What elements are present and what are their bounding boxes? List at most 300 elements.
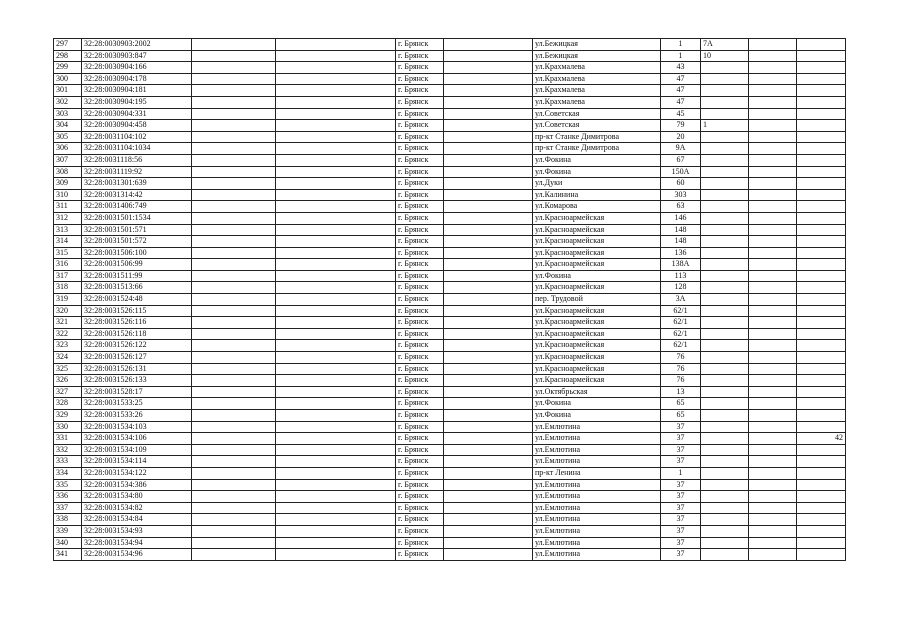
empty-cell <box>192 189 276 201</box>
empty-cell <box>276 305 396 317</box>
house-number-cell: 136 <box>661 247 701 259</box>
row-number-cell: 322 <box>54 328 82 340</box>
building-cell <box>701 62 749 74</box>
apartment-cell <box>797 166 846 178</box>
empty-cell <box>444 549 533 561</box>
street-cell: ул.Емлютина <box>533 433 661 445</box>
cadastral-number-cell: 32:28:0031534:96 <box>82 549 192 561</box>
empty-cell <box>444 178 533 190</box>
table-row <box>54 525 846 537</box>
empty-cell <box>192 340 276 352</box>
cadastral-number-cell: 32:28:0031533:25 <box>82 398 192 410</box>
cadastral-number-cell: 32:28:0031533:26 <box>82 410 192 422</box>
empty-cell <box>749 73 797 85</box>
street-cell: ул.Фокина <box>533 398 661 410</box>
house-number-cell: 65 <box>661 398 701 410</box>
street-cell: ул.Емлютина <box>533 456 661 468</box>
empty-cell <box>444 85 533 97</box>
empty-cell <box>192 375 276 387</box>
building-cell <box>701 502 749 514</box>
street-cell: ул.Октябрьская <box>533 386 661 398</box>
empty-cell <box>444 352 533 364</box>
table-row <box>54 50 846 62</box>
table-row <box>54 514 846 526</box>
empty-cell <box>444 236 533 248</box>
apartment-cell <box>797 352 846 364</box>
row-number-cell: 331 <box>54 433 82 445</box>
table-row <box>54 491 846 503</box>
building-cell: 7А <box>701 39 749 51</box>
apartment-cell <box>797 398 846 410</box>
empty-cell <box>444 120 533 132</box>
cadastral-number-cell: 32:28:0031501:572 <box>82 236 192 248</box>
cadastral-number-cell: 32:28:0031526:133 <box>82 375 192 387</box>
empty-cell <box>276 166 396 178</box>
city-cell: г. Брянск <box>396 96 444 108</box>
city-cell: г. Брянск <box>396 224 444 236</box>
empty-cell <box>192 166 276 178</box>
row-number-cell: 309 <box>54 178 82 190</box>
empty-cell <box>276 375 396 387</box>
house-number-cell: 148 <box>661 236 701 248</box>
empty-cell <box>276 502 396 514</box>
house-number-cell: 148 <box>661 224 701 236</box>
empty-cell <box>192 120 276 132</box>
city-cell: г. Брянск <box>396 352 444 364</box>
empty-cell <box>749 85 797 97</box>
building-cell <box>701 340 749 352</box>
house-number-cell: 37 <box>661 502 701 514</box>
empty-cell <box>276 525 396 537</box>
empty-cell <box>444 143 533 155</box>
empty-cell <box>192 398 276 410</box>
table-row <box>54 317 846 329</box>
cadastral-number-cell: 32:28:0030904:331 <box>82 108 192 120</box>
apartment-cell <box>797 444 846 456</box>
building-cell <box>701 259 749 271</box>
table-row <box>54 224 846 236</box>
empty-cell <box>192 282 276 294</box>
empty-cell <box>192 514 276 526</box>
empty-cell <box>749 154 797 166</box>
street-cell: ул.Дуки <box>533 178 661 190</box>
street-cell: ул.Фокина <box>533 166 661 178</box>
table-row <box>54 108 846 120</box>
house-number-cell: 47 <box>661 85 701 97</box>
house-number-cell: 37 <box>661 514 701 526</box>
apartment-cell <box>797 270 846 282</box>
empty-cell <box>444 270 533 282</box>
city-cell: г. Брянск <box>396 525 444 537</box>
street-cell: пр-кт Станке Димитрова <box>533 143 661 155</box>
street-cell: ул.Красноармейская <box>533 317 661 329</box>
empty-cell <box>192 212 276 224</box>
building-cell <box>701 201 749 213</box>
empty-cell <box>444 340 533 352</box>
building-cell <box>701 154 749 166</box>
building-cell <box>701 317 749 329</box>
empty-cell <box>444 410 533 422</box>
row-number-cell: 298 <box>54 50 82 62</box>
apartment-cell <box>797 201 846 213</box>
building-cell <box>701 328 749 340</box>
building-cell <box>701 421 749 433</box>
empty-cell <box>444 73 533 85</box>
row-number-cell: 340 <box>54 537 82 549</box>
building-cell: 10 <box>701 50 749 62</box>
empty-cell <box>749 352 797 364</box>
empty-cell <box>192 386 276 398</box>
empty-cell <box>444 50 533 62</box>
table-row <box>54 305 846 317</box>
city-cell: г. Брянск <box>396 456 444 468</box>
apartment-cell <box>797 456 846 468</box>
empty-cell <box>444 166 533 178</box>
row-number-cell: 339 <box>54 525 82 537</box>
apartment-cell <box>797 120 846 132</box>
empty-cell <box>749 305 797 317</box>
house-number-cell: 303 <box>661 189 701 201</box>
city-cell: г. Брянск <box>396 108 444 120</box>
empty-cell <box>749 479 797 491</box>
street-cell: ул.Емлютина <box>533 537 661 549</box>
house-number-cell: 60 <box>661 178 701 190</box>
empty-cell <box>276 85 396 97</box>
row-number-cell: 325 <box>54 363 82 375</box>
empty-cell <box>749 525 797 537</box>
empty-cell <box>192 201 276 213</box>
table-row <box>54 96 846 108</box>
house-number-cell: 62/1 <box>661 305 701 317</box>
row-number-cell: 336 <box>54 491 82 503</box>
table-row <box>54 120 846 132</box>
cadastral-number-cell: 32:28:0031314:42 <box>82 189 192 201</box>
table-row <box>54 410 846 422</box>
table-row <box>54 363 846 375</box>
empty-cell <box>192 352 276 364</box>
empty-cell <box>192 73 276 85</box>
row-number-cell: 329 <box>54 410 82 422</box>
row-number-cell: 319 <box>54 294 82 306</box>
empty-cell <box>276 96 396 108</box>
city-cell: г. Брянск <box>396 236 444 248</box>
empty-cell <box>276 537 396 549</box>
cadastral-number-cell: 32:28:0030903:847 <box>82 50 192 62</box>
building-cell <box>701 294 749 306</box>
empty-cell <box>276 143 396 155</box>
apartment-cell <box>797 537 846 549</box>
empty-cell <box>276 421 396 433</box>
street-cell: ул.Емлютина <box>533 421 661 433</box>
street-cell: ул.Бежицкая <box>533 39 661 51</box>
house-number-cell: 13 <box>661 386 701 398</box>
apartment-cell <box>797 212 846 224</box>
cadastral-number-cell: 32:28:0030904:178 <box>82 73 192 85</box>
table-row <box>54 236 846 248</box>
empty-cell <box>192 444 276 456</box>
city-cell: г. Брянск <box>396 247 444 259</box>
building-cell: 1 <box>701 120 749 132</box>
street-cell: ул.Красноармейская <box>533 224 661 236</box>
empty-cell <box>749 224 797 236</box>
empty-cell <box>276 108 396 120</box>
empty-cell <box>749 282 797 294</box>
row-number-cell: 324 <box>54 352 82 364</box>
empty-cell <box>276 236 396 248</box>
house-number-cell: 37 <box>661 537 701 549</box>
cadastral-number-cell: 32:28:0031526:122 <box>82 340 192 352</box>
table-row <box>54 62 846 74</box>
house-number-cell: 37 <box>661 549 701 561</box>
building-cell <box>701 398 749 410</box>
city-cell: г. Брянск <box>396 514 444 526</box>
building-cell <box>701 236 749 248</box>
empty-cell <box>192 317 276 329</box>
row-number-cell: 311 <box>54 201 82 213</box>
building-cell <box>701 166 749 178</box>
apartment-cell <box>797 525 846 537</box>
cadastral-number-cell: 32:28:0030904:166 <box>82 62 192 74</box>
street-cell: ул.Емлютина <box>533 444 661 456</box>
cadastral-number-cell: 32:28:0031104:1034 <box>82 143 192 155</box>
apartment-cell <box>797 50 846 62</box>
empty-cell <box>276 444 396 456</box>
cadastral-number-cell: 32:28:0031526:116 <box>82 317 192 329</box>
street-cell: ул.Крахмалева <box>533 62 661 74</box>
row-number-cell: 326 <box>54 375 82 387</box>
row-number-cell: 301 <box>54 85 82 97</box>
table-row <box>54 386 846 398</box>
cadastral-number-cell: 32:28:0031534:114 <box>82 456 192 468</box>
row-number-cell: 330 <box>54 421 82 433</box>
row-number-cell: 333 <box>54 456 82 468</box>
city-cell: г. Брянск <box>396 143 444 155</box>
house-number-cell: 62/1 <box>661 317 701 329</box>
cadastral-number-cell: 32:28:0031104:102 <box>82 131 192 143</box>
empty-cell <box>444 282 533 294</box>
row-number-cell: 320 <box>54 305 82 317</box>
street-cell: ул.Красноармейская <box>533 340 661 352</box>
empty-cell <box>192 537 276 549</box>
empty-cell <box>276 247 396 259</box>
empty-cell <box>749 201 797 213</box>
empty-cell <box>192 502 276 514</box>
empty-cell <box>444 108 533 120</box>
building-cell <box>701 456 749 468</box>
cadastral-number-cell: 32:28:0031501:571 <box>82 224 192 236</box>
empty-cell <box>192 131 276 143</box>
house-number-cell: 37 <box>661 444 701 456</box>
empty-cell <box>444 421 533 433</box>
city-cell: г. Брянск <box>396 363 444 375</box>
apartment-cell <box>797 236 846 248</box>
empty-cell <box>276 189 396 201</box>
row-number-cell: 334 <box>54 467 82 479</box>
empty-cell <box>192 259 276 271</box>
empty-cell <box>749 340 797 352</box>
city-cell: г. Брянск <box>396 421 444 433</box>
row-number-cell: 316 <box>54 259 82 271</box>
empty-cell <box>192 433 276 445</box>
house-number-cell: 76 <box>661 352 701 364</box>
house-number-cell: 138А <box>661 259 701 271</box>
empty-cell <box>444 456 533 468</box>
empty-cell <box>276 212 396 224</box>
apartment-cell <box>797 131 846 143</box>
cadastral-number-cell: 32:28:0031501:1534 <box>82 212 192 224</box>
cadastral-number-cell: 32:28:0031524:48 <box>82 294 192 306</box>
apartment-cell <box>797 502 846 514</box>
empty-cell <box>444 537 533 549</box>
street-cell: ул.Крахмалева <box>533 85 661 97</box>
empty-cell <box>749 259 797 271</box>
empty-cell <box>192 305 276 317</box>
empty-cell <box>276 491 396 503</box>
register-body <box>54 39 846 561</box>
cadastral-number-cell: 32:28:0031534:94 <box>82 537 192 549</box>
cadastral-number-cell: 32:28:0030904:195 <box>82 96 192 108</box>
building-cell <box>701 444 749 456</box>
city-cell: г. Брянск <box>396 398 444 410</box>
table-row <box>54 433 846 445</box>
row-number-cell: 300 <box>54 73 82 85</box>
apartment-cell <box>797 410 846 422</box>
row-number-cell: 304 <box>54 120 82 132</box>
empty-cell <box>192 224 276 236</box>
house-number-cell: 63 <box>661 201 701 213</box>
table-row <box>54 502 846 514</box>
table-row <box>54 201 846 213</box>
city-cell: г. Брянск <box>396 62 444 74</box>
empty-cell <box>276 154 396 166</box>
empty-cell <box>749 328 797 340</box>
street-cell: ул.Советская <box>533 120 661 132</box>
building-cell <box>701 514 749 526</box>
city-cell: г. Брянск <box>396 305 444 317</box>
row-number-cell: 313 <box>54 224 82 236</box>
empty-cell <box>749 514 797 526</box>
empty-cell <box>749 131 797 143</box>
empty-cell <box>192 108 276 120</box>
empty-cell <box>276 178 396 190</box>
cadastral-number-cell: 32:28:0031119:92 <box>82 166 192 178</box>
building-cell <box>701 433 749 445</box>
table-row <box>54 444 846 456</box>
table-row <box>54 270 846 282</box>
street-cell: пер. Трудовой <box>533 294 661 306</box>
house-number-cell: 1 <box>661 39 701 51</box>
empty-cell <box>749 143 797 155</box>
table-row <box>54 212 846 224</box>
apartment-cell <box>797 154 846 166</box>
empty-cell <box>192 328 276 340</box>
apartment-cell <box>797 375 846 387</box>
city-cell: г. Брянск <box>396 120 444 132</box>
empty-cell <box>444 479 533 491</box>
apartment-cell <box>797 328 846 340</box>
cadastral-number-cell: 32:28:0030903:2002 <box>82 39 192 51</box>
empty-cell <box>749 247 797 259</box>
city-cell: г. Брянск <box>396 410 444 422</box>
building-cell <box>701 282 749 294</box>
city-cell: г. Брянск <box>396 340 444 352</box>
empty-cell <box>276 282 396 294</box>
empty-cell <box>749 270 797 282</box>
row-number-cell: 315 <box>54 247 82 259</box>
table-row <box>54 537 846 549</box>
empty-cell <box>192 421 276 433</box>
building-cell <box>701 212 749 224</box>
empty-cell <box>276 50 396 62</box>
row-number-cell: 332 <box>54 444 82 456</box>
house-number-cell: 65 <box>661 410 701 422</box>
building-cell <box>701 375 749 387</box>
empty-cell <box>749 363 797 375</box>
cadastral-number-cell: 32:28:0031534:80 <box>82 491 192 503</box>
empty-cell <box>749 96 797 108</box>
street-cell: ул.Красноармейская <box>533 236 661 248</box>
building-cell <box>701 549 749 561</box>
empty-cell <box>444 363 533 375</box>
table-row <box>54 340 846 352</box>
apartment-cell <box>797 282 846 294</box>
house-number-cell: 37 <box>661 525 701 537</box>
empty-cell <box>192 410 276 422</box>
house-number-cell: 67 <box>661 154 701 166</box>
apartment-cell <box>797 549 846 561</box>
empty-cell <box>749 212 797 224</box>
empty-cell <box>276 549 396 561</box>
city-cell: г. Брянск <box>396 259 444 271</box>
empty-cell <box>444 386 533 398</box>
building-cell <box>701 131 749 143</box>
table-row <box>54 189 846 201</box>
building-cell <box>701 479 749 491</box>
city-cell: г. Брянск <box>396 50 444 62</box>
apartment-cell <box>797 317 846 329</box>
apartment-cell <box>797 85 846 97</box>
cadastral-number-cell: 32:28:0031534:103 <box>82 421 192 433</box>
apartment-cell <box>797 259 846 271</box>
empty-cell <box>276 259 396 271</box>
street-cell: ул.Емлютина <box>533 479 661 491</box>
empty-cell <box>192 456 276 468</box>
table-row <box>54 467 846 479</box>
empty-cell <box>749 39 797 51</box>
building-cell <box>701 525 749 537</box>
empty-cell <box>276 294 396 306</box>
empty-cell <box>192 236 276 248</box>
empty-cell <box>192 96 276 108</box>
empty-cell <box>192 363 276 375</box>
empty-cell <box>749 120 797 132</box>
empty-cell <box>192 270 276 282</box>
empty-cell <box>276 270 396 282</box>
house-number-cell: 37 <box>661 491 701 503</box>
empty-cell <box>749 502 797 514</box>
apartment-cell <box>797 96 846 108</box>
row-number-cell: 341 <box>54 549 82 561</box>
row-number-cell: 328 <box>54 398 82 410</box>
cadastral-number-cell: 32:28:0031506:99 <box>82 259 192 271</box>
row-number-cell: 306 <box>54 143 82 155</box>
street-cell: ул.Бежицкая <box>533 50 661 62</box>
house-number-cell: 37 <box>661 479 701 491</box>
house-number-cell: 37 <box>661 433 701 445</box>
row-number-cell: 338 <box>54 514 82 526</box>
house-number-cell: 146 <box>661 212 701 224</box>
street-cell: ул.Красноармейская <box>533 247 661 259</box>
